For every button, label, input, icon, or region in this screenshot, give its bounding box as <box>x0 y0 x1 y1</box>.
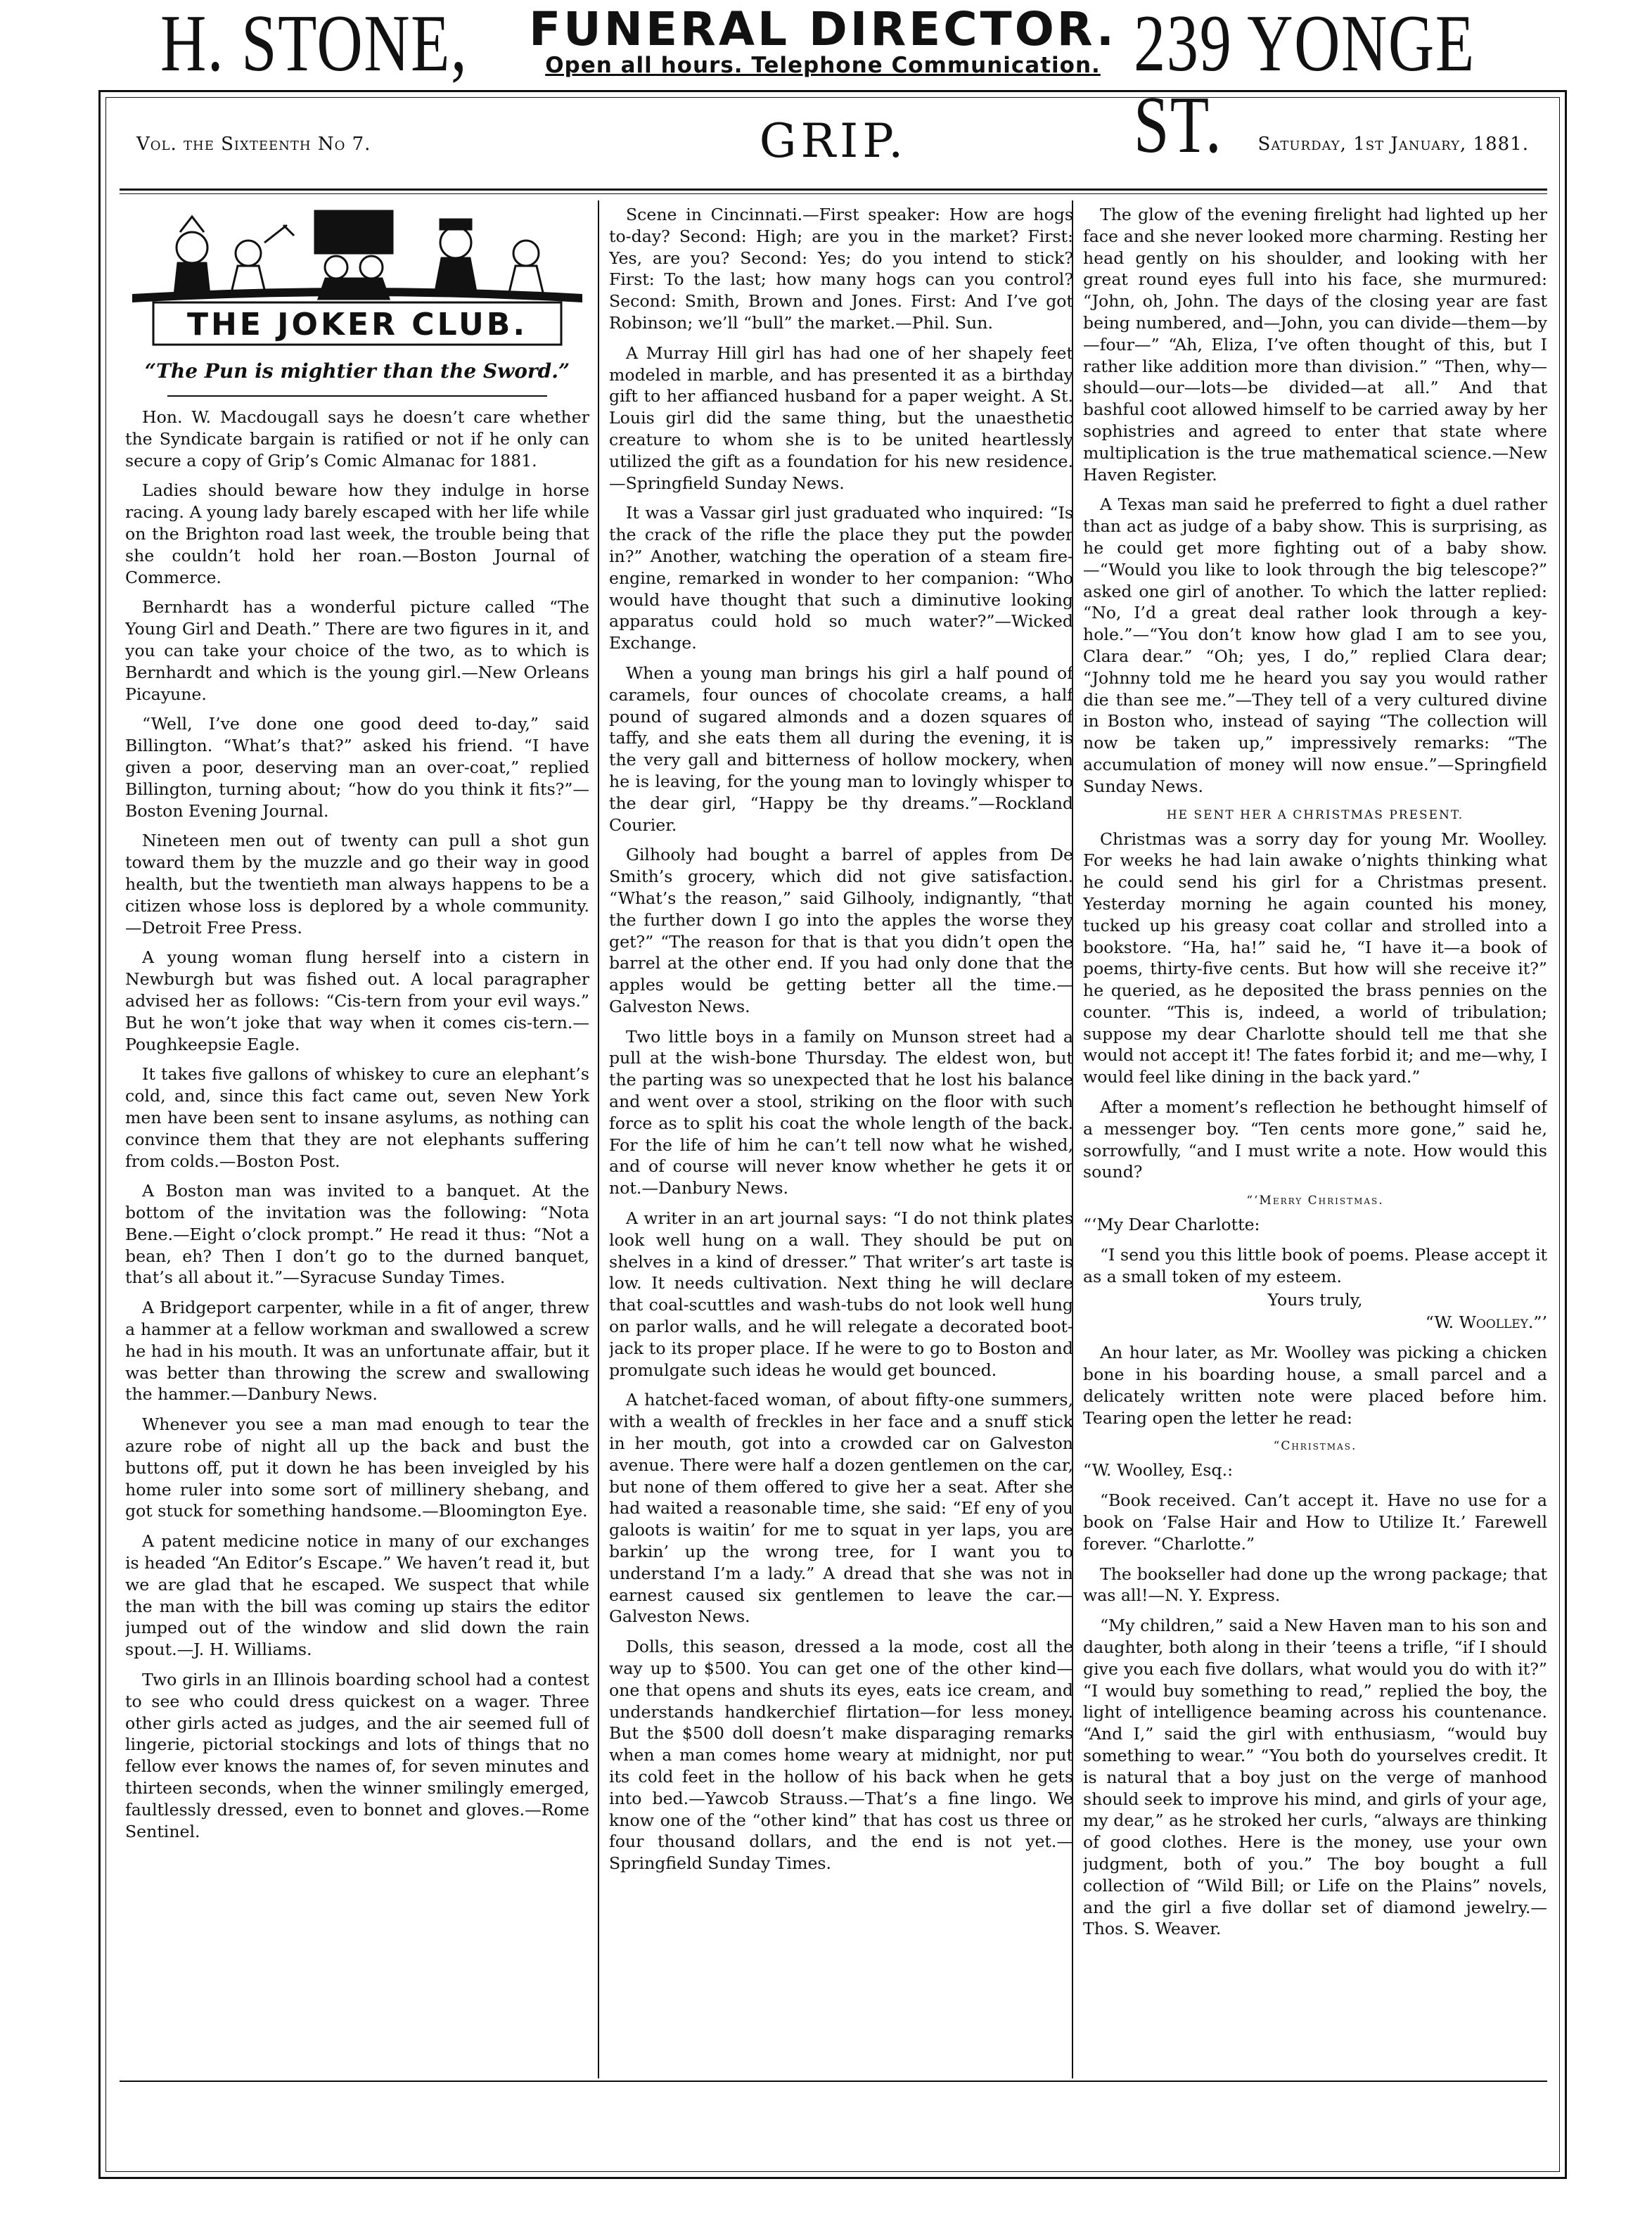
letter-heading: “Christmas. <box>1273 1439 1357 1454</box>
article: A patent medicine notice in many of our exchanges is headed “An Editor’s Escape.” We haven’t read it, but we are glad that he escaped. We suspect that while the man with the bill was coming up stairs the editor jumped out of the window and slid down the rain spout.—J. H. Williams. <box>125 1531 589 1660</box>
article: The bookseller had done up the wrong package; that was all!—N. Y. Express. <box>1083 1564 1547 1606</box>
column-2 <box>609 204 1073 2075</box>
article: Christmas was a sorry day for young Mr. Woolley. For weeks he had lain awake o’nights thinking what he could send his girl for a Christmas present. Yesterday morning he again counted his money, tucked up his greasy coat collar and strolled into a bookstore. “Ha, ha!” said he, “I have it—a book of poems, thirty-five cents. But how will she receive it?” he queried, as he deposited the brass pennies on the counter. “This is, indeed, a world of tribulation; suppose my dear Charlotte should tell me that she would not accept it! The fates forbid it; and me—why, I would feel like dining in the back yard.” <box>1083 829 1547 1087</box>
article: “My children,” said a New Haven man to his son and daughter, both along in their ’teens a trifle, “if I should give you each five dollars, what would you do with it?” “I would buy something to read,” replied the boy, the light of intelligence beaming across his countenance. “And I,” said the girl with enthusiasm, “would buy something to wear.” “You both do yourselves credit. It is natural that a boy just on the verge of manhood should seek to improve his mind, and girls of your age, my dear,” as he stroked her curls, “always are thinking of good clothes. Here is the money, use your own judgment, both of you.” The boy bought a full collection of “Wild Bill; or Life on the Plains” novels, and the girl a five dollar set of diamond jewelry.—Thos. S. Weaver. <box>1083 1616 1547 1939</box>
letter-salutation: “‘My Dear Charlotte: <box>1083 1215 1260 1235</box>
ad-address: 239 YONGE ST. <box>1134 0 1475 170</box>
article: After a moment’s reflection he bethought himself of a messenger boy. “Ten cents more gone,” said he, sorrowfully, “and I must write a note. How would this sound? <box>1083 1097 1547 1182</box>
article: A Boston man was invited to a banquet. At the bottom of the invitation was the following: “Nota Bene.—Eight o’clock prompt.” He read it thus: “Not a bean, eh? Then I don’t go to the durned banquet, that’s all about it.”—Syracuse Sunday Times. <box>125 1181 589 1288</box>
motto-rule <box>167 395 547 397</box>
article: A hatchet-faced woman, of about fifty-one summers, with a wealth of freckles in her face and a snuff stick in her mouth, got into a crowded car on Galveston avenue. There were half a dozen gentlemen on the car, but none of them offered to give her a seat. After she had waited a reasonable time, she said: “Ef eny of you galoots is waitin’ for me to squat in yer laps, you are barkin’ up the wrong tree, for I want you to understand I’m a lady.” A dread that she was not in earnest caused six gentlemen to leave the car.—Galveston News. <box>609 1390 1073 1627</box>
article: Hon. W. Macdougall says he doesn’t care whether the Syndicate bargain is ratified or not if he only can secure a copy of Grip’s Comic Almanac for 1881. <box>125 407 589 471</box>
joker-club-logo <box>125 204 589 352</box>
issue-date: Saturday, 1st January, 1881. <box>1257 134 1529 155</box>
article: The glow of the evening firelight had lighted up her face and she never looked more charming. Resting her head gently on his shoulder, and looking with her great round eyes full into his face, she murmured: “John, oh, John. The days of the closing year are fast being numbered, and—John, you can divide—them—by—four—” “Ah, Eliza, I’ve often thought of this, but I rather like addition more than division.” “Then, why—should—our—lots—be divided—at all.” And that bashful coot allowed himself to be carried away by her sophistries and agreed to enter that state where multiplication is the true mathematical science.—New Haven Register. <box>1083 205 1547 485</box>
letter-heading: “‘Merry Christmas. <box>1246 1194 1384 1208</box>
masthead-rule-thin <box>120 193 1547 194</box>
article: A Bridgeport carpenter, while in a fit of anger, threw a hammer at a fellow workman and swallowed a screw he had in his mouth. It was an unfortunate affair, but it was better than throwing the screw and swallowing the hammer.—Danbury News. <box>125 1298 589 1405</box>
volume-number: Vol. the Sixteenth No 7. <box>136 134 371 155</box>
article: Whenever you see a man mad enough to tear the azure robe of night all up the back and bust the buttons off, put it down he has been inveigled by his home ruler into some sort of millinery shebang, and got stuck for something handsome.—Bloomington Eye. <box>125 1414 589 1521</box>
letter-body: “Book received. Can’t accept it. Have no use for a book on ‘False Hair and How to Utilize It.’ Farewell forever. “Charlotte.” <box>1083 1490 1547 1554</box>
article: Two little boys in a family on Munson street had a pull at the wish-bone Thursday. The eldest won, but the parting was so unexpected that he lost his balance and went over a stool, striking on the floor with such force as to split his coat the whole length of the back. For the life of him he can’t tell now what he wished, and of course will never know whether he gets it or not.—Danbury News. <box>609 1026 1073 1199</box>
article: Dolls, this season, dressed a la mode, cost all the way up to $500. You can get one of the other kind—one that opens and shuts its eyes, eats ice cream, and understands handkerchief flirtation—for less money. But the $500 doll doesn’t make disparaging remarks when a man comes home weary at midnight, nor put its cold feet in the hollow of his back when he gets into bed.—Yawcob Strauss.—That’s a fine lingo. We know one of the “other kind” that has cost us three or four thousand dollars, and the end is not yet.—Springfield Sunday Times. <box>609 1637 1073 1874</box>
letter-closing: Yours truly, <box>1267 1289 1363 1310</box>
article: A writer in an art journal says: “I do not think plates look well hung on a wall. They should be put on shelves in a kind of dresser.” That writer’s art taste is low. It needs cultivation. Next thing he will declare that coal-scuttles and wash-tubs do not look well hung on parlor walls, and he will relegate a decorated boot-jack to its proper place. If he were to go to Boston and promulgate such ideas he would get bounced. <box>609 1208 1073 1380</box>
bottom-rule <box>120 2081 1547 2082</box>
article: A Texas man said he preferred to fight a duel rather than act as judge of a baby show. This is surprising, as he could get more fighting out of a baby show.—“Would you like to look through the big telescope?” asked one girl of another. To which the latter replied: “No, I’d a great deal rather look through a key-hole.”—“You don’t know how glad I am to see you, Clara dear.” “Oh; yes, I do,” replied Clara dear; “Johnny told me he heard you say you would rather die than see me.”—They tell of a very cultured divine in Boston who, instead of saying “The collection will now be taken up,” impressively remarks: “The accumulation of money will now ensue.”—Springfield Sunday News. <box>1083 494 1547 796</box>
ad-business <box>517 2 1129 78</box>
article: A Murray Hill girl has had one of her shapely feet modeled in marble, and has presented it as a birthday gift to her affianced husband for a paper weight. A St. Louis girl did the same thing, but the unaesthetic creature to whom she is to be united heartlessly utilized the gift as a foundation for his new residence.—Springfield Sunday News. <box>609 343 1073 493</box>
letter-salutation: “W. Woolley, Esq.: <box>1083 1460 1234 1481</box>
article: It was a Vassar girl just graduated who inquired: “Is the crack of the rifle the place they put the powder in?” Another, watching the operation of a steam fire-engine, remarked in wonder to her companion: “Who would have thought that such a diminutive looking apparatus could hold so much water?”—Wicked Exchange. <box>609 503 1073 653</box>
ad-business-subtitle: Open all hours. Telephone Communication. <box>545 53 1101 78</box>
article: An hour later, as Mr. Woolley was picking a chicken bone in his boarding house, a small parcel and a delicately written note were placed before him. Tearing open the letter he read: <box>1083 1343 1547 1428</box>
letter-body: “I send you this little book of poems. Please accept it as a small token of my esteem. <box>1083 1245 1547 1286</box>
article: Scene in Cincinnati.—First speaker: How are hogs to-day? Second: High; are you in the market? First: Yes, are you? Second: Yes; do you intend to stick? First: To the last; how many hogs can you control? Second: Smith, Brown and Jones. First: And I’ve got Robinson; we’ll “bull” the market.—Phil. Sun. <box>609 205 1073 333</box>
article: It takes five gallons of whiskey to cure an elephant’s cold, and, since this fact came out, seven New York men have been sent to insane asylums, as nothing can convince them that they are not elephants suffering from colds.—Boston Post. <box>125 1064 589 1171</box>
joker-figures-illustration <box>174 211 544 299</box>
masthead-rule <box>120 188 1547 191</box>
article: A young woman flung herself into a cistern in Newburgh but was fished out. A local paragrapher advised her as follows: “Cis-tern from your evil ways.” But he won’t joke that way when it comes cis-tern.—Poughkeepsie Eagle. <box>125 947 589 1054</box>
article: Gilhooly had bought a barrel of apples from De Smith’s grocery, which did not give satisfaction. “What’s the reason,” said Gilhooly, indignantly, “that the further down I go into the apples the worse they get?” “The reason for that is that you didn’t open the barrel at the other end. If you had only done that the apples would be getting better all the time.—Galveston News. <box>609 845 1073 1016</box>
letter-signature: “W. Woolley.”’ <box>1425 1312 1547 1333</box>
ad-business-title: FUNERAL DIRECTOR. <box>529 2 1117 56</box>
column-3 <box>1083 204 1547 2075</box>
ad-name: H. STONE, <box>160 0 468 89</box>
newspaper-title: GRIP. <box>759 114 908 168</box>
article-heading: HE SENT HER A CHRISTMAS PRESENT. <box>1166 807 1464 822</box>
article: When a young man brings his girl a half pound of caramels, four ounces of chocolate creams, a half pound of sugared almonds and a dozen squares of taffy, and she eats them all during the evening, it is the very gall and bitterness of hollow mockery, when he is leaving, for the young man to lovingly whisper to the dear girl, “Happy be thy dreams.”—Rockland Courier. <box>609 663 1073 835</box>
column-1 <box>125 204 589 2075</box>
article: “Well, I’ve done one good deed to-day,” said Billington. “What’s that?” asked his friend. “I have given a poor, deserving man an over-coat,” replied Billington, turning about; “how do you think it fits?”—Boston Evening Journal. <box>125 714 589 821</box>
article: Two girls in an Illinois boarding school had a contest to see who could dress quickest on a wager. Three other girls acted as judges, and the air seemed full of lingerie, pictorial stockings and lots of things that no fellow ever knows the names of, for seven minutes and thirteen seconds, when the winner smilingly emerged, faultlessly dressed, even to bonnet and gloves.—Rome Sentinel. <box>125 1670 589 1841</box>
article: Nineteen men out of twenty can pull a shot gun toward them by the muzzle and go their way in good health, but the twentieth man always happens to be a citizen whose loss is deplored by a whole community.—Detroit Free Press. <box>125 831 589 938</box>
masthead <box>120 113 1547 190</box>
joker-club-motto: “The Pun is mightier than the Sword.” <box>144 359 570 383</box>
column-divider <box>598 200 599 2078</box>
article: Ladies should beware how they indulge in horse racing. A young lady barely escaped with her life while on the Brighton road last week, the trouble being that she couldn’t hold her roan.—Boston Journal of Commerce. <box>125 480 589 587</box>
logo-text: THE JOKER CLUB. <box>186 307 528 343</box>
article: Bernhardt has a wonderful picture called “The Young Girl and Death.” There are two figures in it, and you can take your choice of the two, as to which is Bernhardt and which is the young girl.—New Orleans Picayune. <box>125 597 589 704</box>
